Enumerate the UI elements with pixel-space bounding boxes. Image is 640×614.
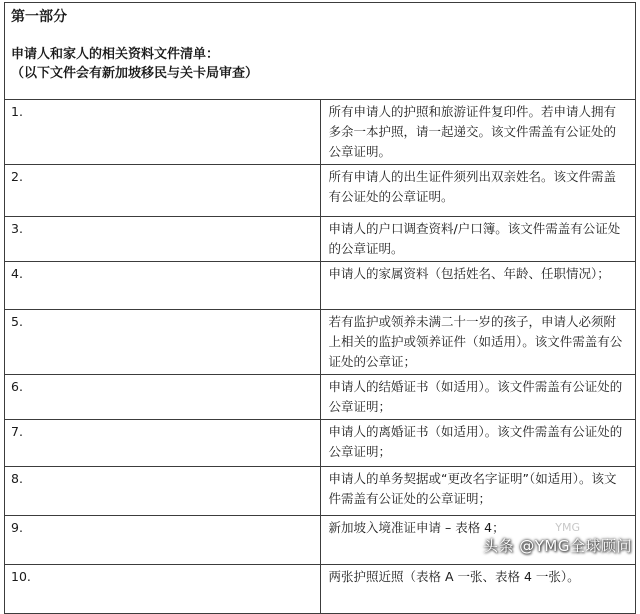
table-row [5,420,636,467]
row-number: 6. [5,375,321,420]
table-row [5,100,636,165]
table-row [5,310,636,375]
header-row [5,3,636,100]
table-row [5,375,636,420]
row-number: 10. [5,565,321,614]
row-number: 5. [5,310,321,375]
row-text: 申请人的户口调查资料/户口簿。该文件需盖有公证处的公章证明。 [320,217,636,262]
row-number: 2. [5,165,321,217]
table-row [5,262,636,310]
row-text: 申请人的结婚证书（如适用）。该文件需盖有公证处的公章证明； [320,375,636,420]
table-row [5,565,636,614]
row-number: 4. [5,262,321,310]
row-number: 3. [5,217,321,262]
row-number: 9. [5,516,321,565]
table-row [5,217,636,262]
row-text: 所有申请人的出生证件须列出双亲姓名。该文件需盖有公证处的公章证明。 [320,165,636,217]
row-text: 申请人的家属资料（包括姓名、年龄、任职情况）； [320,262,636,310]
watermark-logo: YMG [555,521,580,534]
header-cell [5,3,636,100]
row-text: 申请人的单务契据或“更改名字证明”（如适用）。该文件需盖有公证处的公章证明； [320,467,636,516]
row-number: 7. [5,420,321,467]
row-text: 若有监护或领养未满二十一岁的孩子，申请人必须附上相关的监护或领养证件（如适用）。该文件需盖有公证处的公章证； [320,310,636,375]
row-text: 两张护照近照（表格 A 一张、表格 4 一张）。 [320,565,636,614]
list-subheading: （以下文件会有新加坡移民与关卡局审查） [11,66,259,81]
row-text: 所有申请人的护照和旅游证件复印件。若申请人拥有多余一本护照，请一起递交。该文件需盖有公证处的公章证明。 [320,100,636,165]
row-number: 8. [5,467,321,516]
list-heading: 申请人和家人的相关资料文件清单： [11,47,220,62]
row-number: 1. [5,100,321,165]
row-text: 新加坡入境准证申请 – 表格 4； [320,516,636,565]
row-text: 申请人的离婚证书（如适用）。该文件需盖有公证处的公章证明； [320,420,636,467]
document-list-table [4,2,636,614]
table-row [5,165,636,217]
section-title: 第一部分 [11,9,67,25]
table-row [5,467,636,516]
watermark-text: 头条 @YMG全球顾问 [483,537,632,555]
